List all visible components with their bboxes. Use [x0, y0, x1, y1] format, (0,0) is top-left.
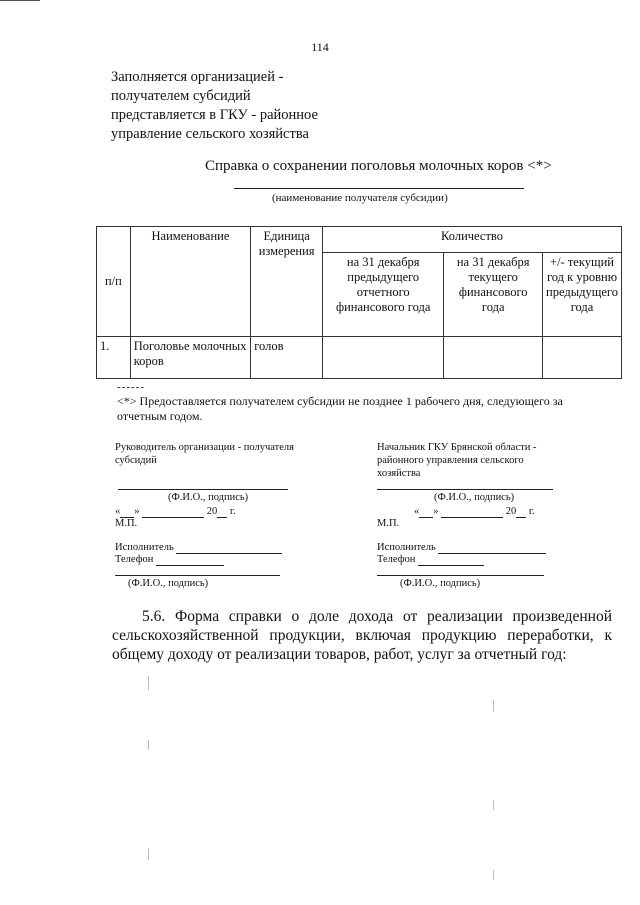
scan-speck	[493, 800, 494, 810]
left-fio-caption: (Ф.И.О., подпись)	[168, 492, 249, 503]
cell-prev	[323, 337, 444, 379]
left-month-blank	[142, 517, 204, 518]
right-day-blank	[419, 517, 433, 518]
document-title: Справка о сохранении поголовья молочных коров <*>	[205, 158, 552, 174]
livestock-table	[96, 226, 622, 379]
scan-speck	[493, 700, 494, 712]
scan-speck	[148, 740, 149, 750]
cell-diff	[543, 337, 622, 379]
left-signature-line	[118, 489, 288, 490]
scan-speck	[148, 848, 149, 860]
page-number: 114	[311, 40, 329, 54]
cell-curr	[444, 337, 543, 379]
right-signer-title: Начальник ГКУ Брянской области - районного управления сельского хозяйства	[377, 442, 537, 479]
left-executor-sign-line	[115, 575, 280, 576]
right-year-suffix: г.	[528, 506, 535, 517]
recipient-name-line	[234, 188, 524, 189]
right-phone-blank	[418, 565, 484, 566]
right-fio-caption-2: (Ф.И.О., подпись)	[400, 578, 481, 589]
intro-line: Заполняется организацией -	[111, 69, 284, 85]
left-year: 20	[206, 506, 218, 517]
paragraph-text: 5.6. Форма справки о доле дохода от реализации произведенной сельскохозяйственной продукции, включая продукцию переработки, к общему доходу от реализации товаров, работ, услуг за отчетный год:	[112, 608, 612, 663]
footnote-separator: ------	[117, 381, 145, 393]
right-date-open: «	[414, 506, 420, 517]
table-row	[97, 337, 622, 379]
header-col-prev: на 31 декабря предыдущего отчетного финансового года	[323, 253, 444, 337]
intro-note	[111, 68, 318, 144]
header-col-curr: на 31 декабря текущего финансового года	[444, 253, 543, 337]
recipient-caption: (наименование получателя субсидии)	[272, 192, 448, 204]
right-date-close: »	[433, 506, 439, 517]
right-month-blank	[441, 517, 503, 518]
right-executor-label: Исполнитель	[377, 542, 436, 553]
right-phone-label: Телефон	[377, 554, 416, 565]
left-signer-title: Руководитель организации - получателя субсидий	[115, 442, 294, 466]
cell-name: Поголовье молочных коров	[130, 337, 250, 379]
header-num: п/п	[97, 227, 131, 337]
intro-line: получателем субсидий	[111, 88, 251, 104]
left-executor-label: Исполнитель	[115, 542, 174, 553]
left-fio-caption-2: (Ф.И.О., подпись)	[128, 578, 209, 589]
header-unit: Единица измерения	[251, 227, 323, 337]
left-phone-label: Телефон	[115, 554, 154, 565]
footnote-text: <*> Предоставляется получателем субсидии не позднее 1 рабочего дня, следующего за отчетным годом.	[117, 394, 563, 423]
right-signature-line	[377, 489, 553, 490]
right-date-line	[414, 505, 535, 518]
intro-line: представляется в ГКУ - районное	[111, 107, 318, 123]
header-col-diff: +/- текущий год к уровню предыдущего года	[543, 253, 622, 337]
right-phone-row	[377, 553, 484, 566]
right-year: 20	[505, 506, 517, 517]
intro-line: управление сельского хозяйства	[111, 126, 309, 142]
header-quantity: Количество	[323, 227, 622, 253]
right-year-blank	[516, 517, 526, 518]
left-stamp-mark: М.П.	[115, 518, 138, 529]
left-year-suffix: г.	[229, 506, 236, 517]
cell-num: 1.	[97, 337, 131, 379]
left-phone-row	[115, 553, 224, 566]
left-date-close: »	[134, 506, 140, 517]
scan-speck	[148, 676, 149, 690]
scan-speck	[493, 870, 494, 880]
right-executor-sign-line	[377, 575, 544, 576]
scan-corner-mark	[0, 0, 40, 3]
cell-unit: голов	[251, 337, 323, 379]
right-fio-caption: (Ф.И.О., подпись)	[434, 492, 515, 503]
left-phone-blank	[156, 565, 224, 566]
header-name: Наименование	[130, 227, 250, 337]
left-year-blank	[217, 517, 227, 518]
section-paragraph	[112, 607, 612, 664]
right-stamp-mark: М.П.	[377, 518, 400, 529]
left-date-open: «	[115, 506, 121, 517]
